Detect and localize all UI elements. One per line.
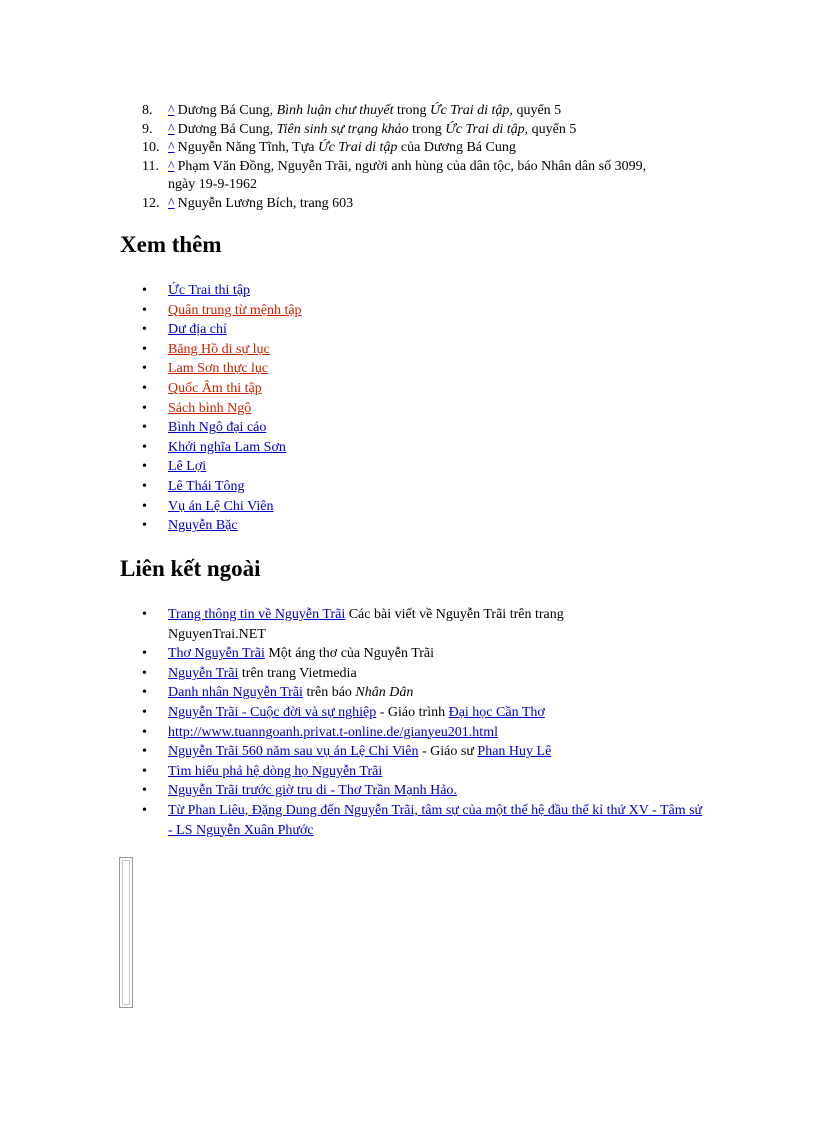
list-item [120,742,700,762]
university-link[interactable]: Đại học Cần Thơ [448,704,545,720]
author-link[interactable]: Phan Huy Lê [477,744,552,760]
external-link[interactable]: Từ Phan Liêu, Đặng Dung đến Nguyễn Trãi, tâm sự của một thế hệ đầu thế kỉ thứ XV - Tâm sử - LS Nguyễn Xuân Phước [168,802,703,838]
reference-text: quyển 5 [528,121,577,137]
see-also-link[interactable]: Lê Thái Tông [168,478,245,494]
list-item [120,762,700,782]
list-item [120,477,720,497]
reference-backlink[interactable]: ^ [168,195,175,211]
reference-backlink[interactable]: ^ [168,121,175,137]
external-link[interactable]: Nguyễn Trãi trước giờ tru di - Thơ Trần Mạnh Hảo. [168,783,457,799]
reference-number: 8. [142,103,153,118]
list-item [120,781,700,801]
reference-source: Ức Trai di tập, [445,121,529,137]
see-also-link[interactable]: Lam Sơn thực lục [168,361,269,377]
list-item [120,457,720,477]
see-also-link[interactable]: Sách bình Ngô [168,400,252,416]
list-item [120,605,628,644]
list-item [120,320,720,340]
external-link[interactable]: Nguyễn Trãi - Cuộc đời và sự nghiệp [168,704,377,720]
list-item [120,683,700,703]
reference-text: Nguyễn Năng Tĩnh, Tựa [177,140,319,155]
reference-item [120,102,720,121]
see-also-link[interactable]: Băng Hồ di sự lục [168,341,270,357]
reference-title: Bình luận chư thuyết [276,103,394,118]
external-links-list [120,605,703,840]
reference-text: trong [408,121,446,137]
reference-text: trong [393,103,431,118]
see-also-link[interactable]: Nguyễn Bặc [168,518,238,534]
see-also-link[interactable]: Vụ án Lệ Chi Viên [168,498,274,514]
reference-number: 11. [142,158,159,174]
reference-text: Phạm Văn Đồng, Nguyễn Trãi, người anh hùng của dân tộc, báo Nhân dân số 3099, ngày 19-9-1962 [168,158,647,192]
reference-text: Dương Bá Cung, [177,121,277,137]
see-also-link[interactable]: Bình Ngô đại cáo [168,420,267,436]
list-item [120,359,720,379]
see-also-heading: Xem thêm [120,232,222,257]
list-item [120,497,720,517]
see-also-link[interactable]: Lê Lợi [168,459,207,475]
list-item [120,340,720,360]
reference-item [120,121,720,140]
see-also-link[interactable]: Quân trung từ mệnh tập [168,302,302,318]
list-item [120,516,720,536]
reference-number: 10. [142,140,160,155]
reference-text: Nguyễn Lương Bích, trang 603 [177,195,354,211]
external-link[interactable]: Trang thông tin về Nguyễn Trãi [168,607,346,622]
reference-text: Dương Bá Cung, [177,103,277,118]
list-item [120,801,708,840]
link-description: - Giáo trình [376,704,449,720]
list-item [120,281,720,301]
list-item [120,418,720,438]
link-description: Các bài viết về Nguyễn Trãi trên trang NguyenTrai.NET [168,607,564,642]
list-item [120,703,700,723]
link-description: trên trang Vietmedia [238,665,357,681]
reference-item [120,158,668,195]
external-link[interactable]: Thơ Nguyễn Trãi [168,646,265,662]
see-also-link[interactable]: Ức Trai thi tập [168,283,251,298]
external-link[interactable]: Nguyễn Trãi [168,665,239,681]
list-item [120,644,700,664]
see-also-list [120,281,720,536]
newspaper-name: Nhân Dân [355,685,414,701]
reference-item [120,139,720,158]
list-item [120,723,700,743]
external-link[interactable]: http://www.tuanngoanh.privat.t-online.de/gianyeu201.html [168,724,498,740]
see-also-link[interactable]: Dư địa chí [168,322,227,338]
references-list [120,102,720,213]
reference-backlink[interactable]: ^ [168,103,175,118]
list-item [120,438,720,458]
reference-title: Ức Trai di tập [318,140,398,155]
external-link[interactable]: Nguyễn Trãi 560 năm sau vụ án Lệ Chi Viên [168,744,419,760]
link-description: Một áng thơ của Nguyễn Trãi [264,646,435,662]
embedded-frame [119,857,133,1008]
reference-number: 9. [142,121,153,137]
reference-text: quyển 5 [512,103,562,118]
reference-number: 12. [142,195,160,211]
external-link[interactable]: Danh nhân Nguyễn Trãi [168,685,303,701]
reference-backlink[interactable]: ^ [168,140,175,155]
list-item [120,399,720,419]
reference-source: Ức Trai di tập, [430,103,513,118]
reference-backlink[interactable]: ^ [168,158,175,174]
reference-item [120,195,720,214]
external-link[interactable]: Tìm hiểu phả hệ dòng họ Nguyễn Trãi [168,763,383,779]
see-also-link[interactable]: Khởi nghĩa Lam Sơn [168,439,286,455]
link-description: - Giáo sư [418,744,478,760]
reference-text: của Dương Bá Cung [397,140,516,155]
see-also-link[interactable]: Quốc Âm thi tập [168,380,262,396]
external-links-heading: Liên kết ngoài [120,556,261,581]
list-item [120,664,700,684]
list-item [120,379,720,399]
list-item [120,301,720,321]
link-description: trên báo [302,685,356,701]
reference-title: Tiên sinh sự trạng khảo [276,121,409,137]
